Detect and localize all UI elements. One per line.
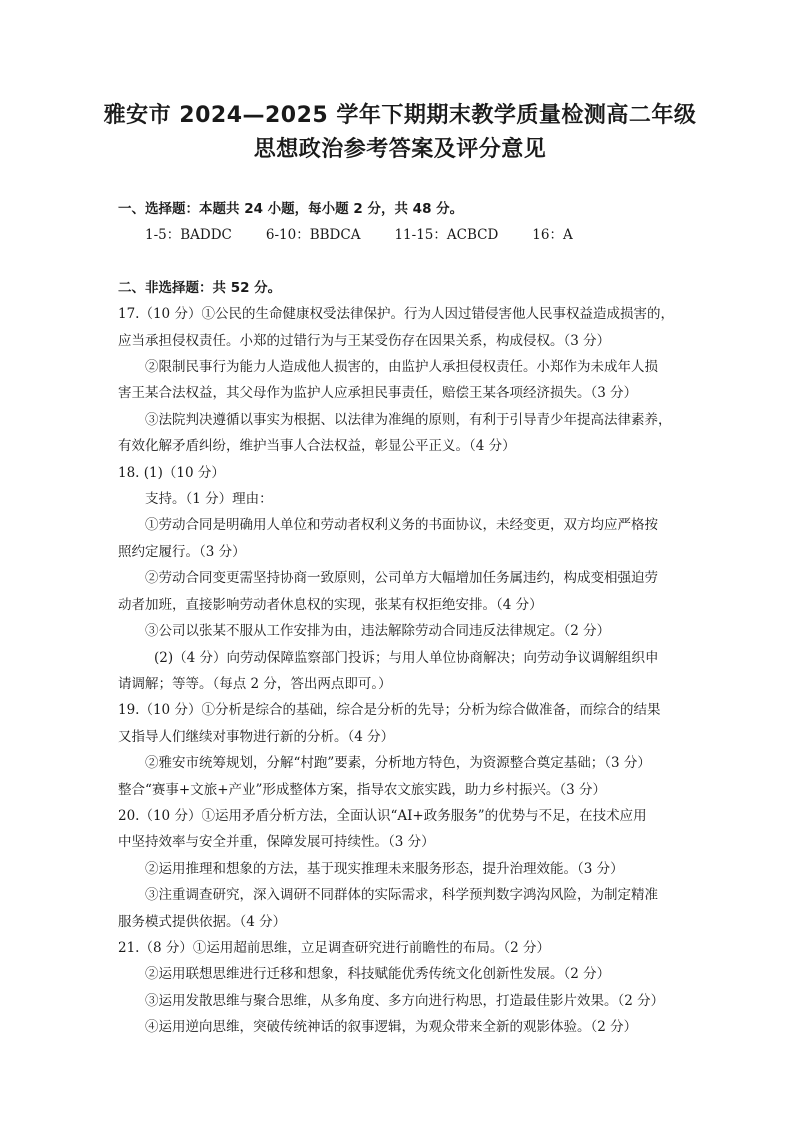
answers-1-5: 1-5：BADDC xyxy=(145,227,232,244)
question-20 xyxy=(118,803,682,935)
answers-11-15: 11-15：ACBCD xyxy=(394,227,499,244)
q19-line: 又指导人们继续对事物进行新的分析。（4 分） xyxy=(118,728,395,745)
q18-line: 18. (1)（10 分） xyxy=(118,464,225,481)
q17-line: 有效化解矛盾纠纷，维护当事人合法权益，彰显公平正义。（4 分） xyxy=(118,438,516,455)
question-17 xyxy=(118,301,682,459)
question-21 xyxy=(118,935,682,1041)
answer-content xyxy=(118,196,682,1041)
q19-line: 整合“赛事+文旅+产业”形成整体方案，指导农文旅实践，助力乡村振兴。（3 分） xyxy=(118,781,607,798)
q18-line: 支持。（1 分）理由： xyxy=(145,491,273,508)
q17-line: ③法院判决遵循以事实为根据、以法律为准绳的原则，有利于引导青少年提高法律素养， xyxy=(145,411,672,428)
q20-line: ②运用推理和想象的方法，基于现实推理未来服务形态，提升治理效能。（3 分） xyxy=(145,860,624,877)
q21-line: ③运用发散思维与聚合思维，从多角度、多方向进行构思，打造最佳影片效果。（2 分） xyxy=(145,992,665,1009)
q19-line: ②雅安市统筹规划，分解“村跑”要素，分析地方特色，为资源整合奠定基础；（3 分） xyxy=(145,755,651,772)
q21-line: 21.（8 分）①运用超前思维，立足调查研究进行前瞻性的布局。（2 分） xyxy=(118,939,550,956)
q17-line: 应当承担侵权责任。小郑的过错行为与王某受伤存在因果关系，构成侵权。（3 分） xyxy=(118,332,611,349)
q20-line: 中坚持效率与安全并重，保障发展可持续性。（3 分） xyxy=(118,834,435,851)
q17-line: 17.（10 分）①公民的生命健康权受法律保护。行为人因过错侵害他人民事权益造成损害的， xyxy=(118,306,674,323)
question-18 xyxy=(118,460,682,698)
q18-line: 动者加班，直接影响劳动者休息权的实现，张某有权拒绝安排。（4 分） xyxy=(118,596,543,613)
page-title-line2: 思想政治参考答案及评分意见 xyxy=(253,137,547,162)
q20-line: ③注重调查研究，深入调研不同群体的实际需求，科学预判数字鸿沟风险，为制定精准 xyxy=(145,887,658,904)
q18-line: ①劳动合同是明确用人单位和劳动者权利义务的书面协议，未经变更，双方均应严格按 xyxy=(145,517,658,534)
section1-heading: 一、选择题：本题共 24 小题，每小题 2 分，共 48 分。 xyxy=(118,201,464,217)
q21-line: ②运用联想思维进行迁移和想象，科技赋能优秀传统文化创新性发展。（2 分） xyxy=(145,966,611,983)
section2-heading: 二、非选择题：共 52 分。 xyxy=(118,279,282,296)
page-title-line1: 雅安市 2024—2025 学年下期期末教学质量检测高二年级 xyxy=(103,103,697,128)
q20-line: 服务模式提供依据。（4 分） xyxy=(118,913,287,930)
q18-line: 照约定履行。（3 分） xyxy=(118,543,246,560)
q18-line: (2)（4 分）向劳动保障监察部门投诉；与用人单位协商解决；向劳动争议调解组织申 xyxy=(154,649,659,666)
choice-answers xyxy=(118,222,682,248)
answers-6-10: 6-10：BBDCA xyxy=(265,227,361,244)
q17-line: 害王某合法权益，其父母作为监护人应承担民事责任，赔偿王某各项经济损失。（3 分） xyxy=(118,385,638,402)
q21-line: ④运用逆向思维，突破传统神话的叙事逻辑，为观众带来全新的观影体验。（2 分） xyxy=(145,1019,638,1036)
q20-line: 20.（10 分）①运用矛盾分析方法，全面认识“AI+政务服务”的优势与不足，在技术应用 xyxy=(118,807,647,824)
q19-line: 19.（10 分）①分析是综合的基础，综合是分析的先导；分析为综合做准备，而综合的结果 xyxy=(118,702,661,719)
q18-line: 请调解；等等。（每点 2 分，答出两点即可。） xyxy=(118,675,392,692)
q18-line: ②劳动合同变更需坚持协商一致原则，公司单方大幅增加任务属违约，构成变相强迫劳 xyxy=(145,570,658,587)
q18-line: ③公司以张某不服从工作安排为由，违法解除劳动合同违反法律规定。（2 分） xyxy=(145,623,611,640)
question-19 xyxy=(118,697,682,803)
q17-line: ②限制民事行为能力人造成他人损害的，由监护人承担侵权责任。小郑作为未成年人损 xyxy=(145,359,658,376)
answers-16: 16：A xyxy=(532,227,573,244)
